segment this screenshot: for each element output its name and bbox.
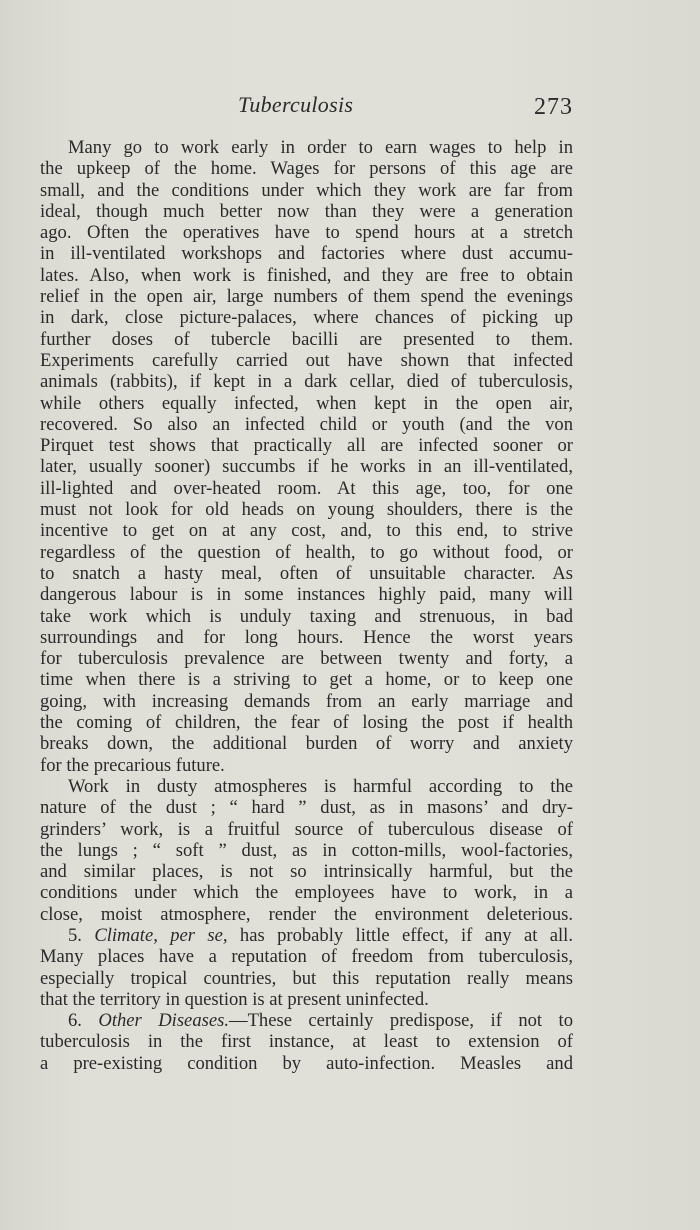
text-line: lates. Also, when work is finished, and they are free to obtain: [40, 264, 573, 286]
text-line: conditions under which the employees have to work, in a: [40, 882, 573, 904]
section-5-heading: Climate,: [94, 924, 158, 946]
text-line: ill-lighted and over-heated room. At this age, too, for one: [40, 477, 573, 499]
text-line: and similar places, is not so intrinsically harmful, but the: [40, 861, 573, 883]
text-line: Work in dusty atmospheres is harmful according to the: [68, 775, 573, 797]
text-line: breaks down, the additional burden of worry and anxiety: [40, 733, 573, 755]
text-line: the lungs ; “ soft ” dust, as in cotton-mills, wool-factories,: [40, 839, 573, 861]
page-number: 273: [534, 94, 573, 120]
text-line: in dark, close picture-palaces, where chances of picking up: [40, 307, 573, 329]
text-line: Many go to work early in order to earn wages to help in: [68, 137, 573, 158]
text-line: time when there is a striving to get a home, or to keep one: [40, 669, 573, 691]
section-5-heading-latin: per se,: [170, 924, 228, 946]
text-line: close, moist atmosphere, render the environment deleterious.: [40, 903, 573, 925]
text-line: the upkeep of the home. Wages for persons of this age are: [40, 158, 573, 180]
text-line: further doses of tubercle bacilli are presented to them.: [40, 328, 573, 350]
text-line: small, and the conditions under which they work are far from: [40, 179, 573, 201]
text-line: grinders’ work, is a fruitful source of tuberculous disease of: [40, 818, 573, 840]
text-line: nature of the dust ; “ hard ” dust, as in masons’ and dry-: [40, 797, 573, 819]
section-6-text: These certainly predispose, if not to: [247, 1010, 573, 1032]
text-line: later, usually sooner) succumbs if he works in an ill-ventilated,: [40, 456, 573, 478]
text-line: going, with increasing demands from an early marriage and: [40, 690, 573, 712]
running-title: Tuberculosis: [238, 92, 354, 117]
section-6-heading: Other Diseases.: [98, 1010, 229, 1032]
text-line: for the precarious future.: [40, 754, 225, 776]
section-5-text: has probably little effect, if any at all.: [239, 924, 573, 946]
section-6-dash: —: [228, 1010, 248, 1032]
section-6-number: 6.: [68, 1010, 82, 1032]
text-line: for tuberculosis prevalence are between twenty and forty, a: [40, 648, 573, 670]
text-line: surroundings and for long hours. Hence the worst years: [40, 626, 573, 648]
text-line: incentive to get on at any cost, and, to this end, to strive: [40, 520, 573, 542]
text-line: relief in the open air, large numbers of them spend the evenings: [40, 286, 573, 308]
text-line: Pirquet test shows that practically all are infected sooner or: [40, 435, 573, 457]
text-line: dangerous labour is in some instances highly paid, many will: [40, 584, 573, 606]
text-line: in ill-ventilated workshops and factories where dust accumu-: [40, 243, 573, 265]
text-line: Experiments carefully carried out have shown that infected: [40, 349, 573, 371]
text-line: especially tropical countries, but this reputation really means: [40, 967, 573, 989]
text-line: recovered. So also an infected child or youth (and the von: [40, 413, 573, 435]
text-line: ago. Often the operatives have to spend hours at a stretch: [40, 222, 573, 244]
text-line: the coming of children, the fear of losing the post if health: [40, 712, 573, 734]
text-line: a pre-existing condition by auto-infection. Measles and: [40, 1052, 573, 1074]
section-5-number: 5.: [68, 924, 82, 946]
text-line: tuberculosis in the first instance, at least to extension of: [40, 1031, 573, 1053]
text-line: regardless of the question of health, to go without food, or: [40, 541, 573, 563]
section-6-line: [40, 1010, 573, 1031]
text-line: while others equally infected, when kept in the open air,: [40, 392, 573, 414]
text-line: take work which is unduly taxing and strenuous, in bad: [40, 605, 573, 627]
page-header: [40, 92, 573, 132]
text-line: must not look for old heads on young shoulders, there is the: [40, 499, 573, 521]
section-5-line: [40, 925, 573, 946]
text-line: Many places have a reputation of freedom from tuberculosis,: [40, 946, 573, 968]
text-line: ideal, though much better now than they were a generation: [40, 200, 573, 222]
text-line: animals (rabbits), if kept in a dark cellar, died of tuberculosis,: [40, 371, 573, 393]
text-line: that the territory in question is at present uninfected.: [40, 988, 429, 1010]
text-line: to snatch a hasty meal, often of unsuitable character. As: [40, 562, 573, 584]
body-text: [40, 137, 573, 1074]
